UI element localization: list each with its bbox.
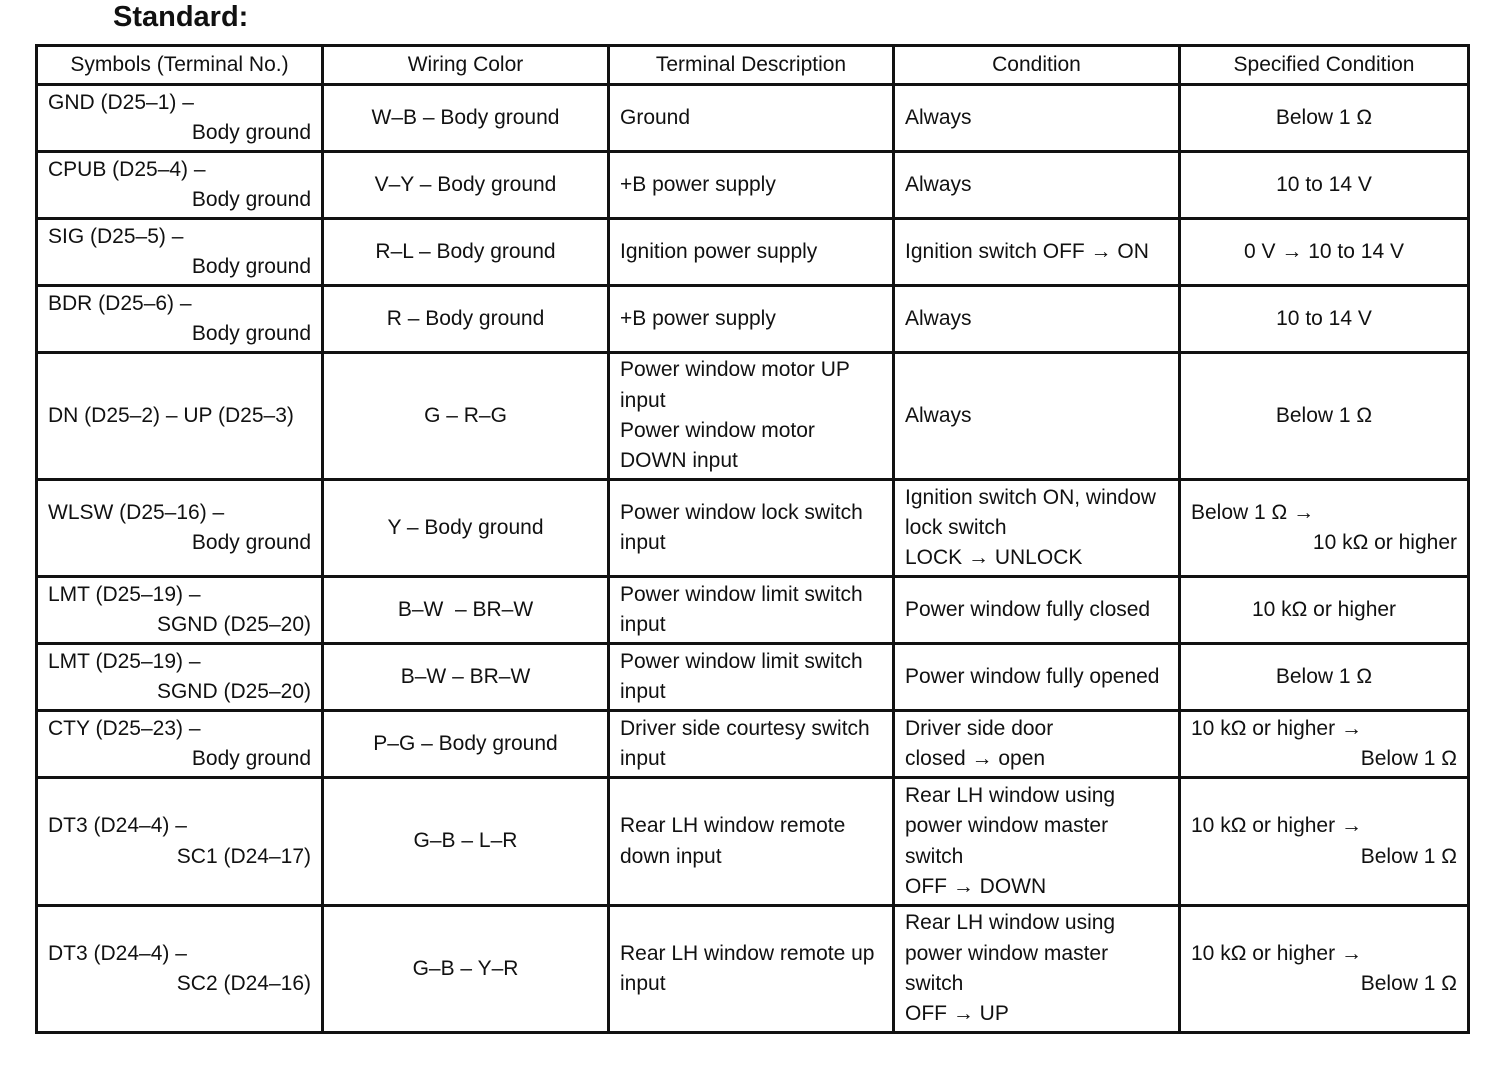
terminal-description-cell: +B power supply bbox=[609, 286, 894, 353]
wiring-color-cell: W–B – Body ground bbox=[323, 85, 609, 152]
spec-line-1: 0 V → 10 to 14 V bbox=[1244, 239, 1404, 263]
wiring-color-cell: G – R–G bbox=[323, 353, 609, 480]
terminal-description-cell: Rear LH window remote up input bbox=[609, 906, 894, 1033]
condition-cell: Always bbox=[894, 85, 1180, 152]
symbol-line-1: DT3 (D24–4) – bbox=[48, 941, 187, 965]
spec-line-2: Below 1 Ω bbox=[1360, 972, 1457, 995]
specified-condition-cell bbox=[1180, 286, 1469, 353]
wiring-color-cell: G–B – L–R bbox=[323, 778, 609, 906]
condition-cell: Always bbox=[894, 152, 1180, 219]
specified-condition-cell bbox=[1180, 644, 1469, 711]
spec-line-1: Below 1 Ω bbox=[1275, 403, 1373, 427]
condition-cell: Driver side door closed → open bbox=[894, 711, 1180, 778]
condition-cell: Always bbox=[894, 286, 1180, 353]
symbol-cell bbox=[37, 219, 323, 286]
table-row bbox=[37, 778, 1469, 906]
symbol-cell bbox=[37, 353, 323, 480]
spec-line-2: 10 kΩ or higher bbox=[1312, 531, 1457, 554]
symbol-cell bbox=[37, 152, 323, 219]
column-header-symbols: Symbols (Terminal No.) bbox=[37, 46, 323, 85]
symbol-line-1: CPUB (D25–4) – bbox=[48, 157, 206, 181]
symbol-line-1: LMT (D25–19) – bbox=[48, 649, 201, 673]
symbol-line-1: WLSW (D25–16) – bbox=[48, 500, 225, 524]
terminal-description-cell: Driver side courtesy switch input bbox=[609, 711, 894, 778]
symbol-line-1: DN (D25–2) – UP (D25–3) bbox=[48, 403, 294, 427]
spec-line-1: 10 kΩ or higher → bbox=[1191, 814, 1362, 838]
terminal-description-cell: Power window limit switch input bbox=[609, 577, 894, 644]
condition-cell: Ignition switch OFF → ON bbox=[894, 219, 1180, 286]
table-row bbox=[37, 577, 1469, 644]
symbol-line-2: Body ground bbox=[191, 531, 311, 554]
spec-line-2: Below 1 Ω bbox=[1360, 844, 1457, 868]
wiring-color-cell: V–Y – Body ground bbox=[323, 152, 609, 219]
wiring-color-cell: Y – Body ground bbox=[323, 480, 609, 577]
spec-line-1: Below 1 Ω → bbox=[1191, 500, 1315, 524]
table-row bbox=[37, 480, 1469, 577]
symbol-cell bbox=[37, 85, 323, 152]
specified-condition-cell bbox=[1180, 353, 1469, 480]
symbol-cell bbox=[37, 286, 323, 353]
symbol-line-2: Body ground bbox=[191, 747, 311, 770]
wiring-color-cell: B–W – BR–W bbox=[323, 577, 609, 644]
column-header-wiring-color: Wiring Color bbox=[323, 46, 609, 85]
symbol-line-1: LMT (D25–19) – bbox=[48, 582, 201, 606]
condition-cell: Rear LH window using power window master switch OFF → UP bbox=[894, 906, 1180, 1033]
terminal-description-cell: Rear LH window remote down input bbox=[609, 778, 894, 906]
specified-condition-cell bbox=[1180, 152, 1469, 219]
symbol-line-2: SGND (D25–20) bbox=[156, 613, 311, 636]
symbol-line-1: GND (D25–1) – bbox=[48, 90, 194, 114]
terminal-description-cell: Power window lock switch input bbox=[609, 480, 894, 577]
symbol-line-1: BDR (D25–6) – bbox=[48, 291, 192, 315]
symbol-line-1: DT3 (D24–4) – bbox=[48, 814, 187, 838]
symbol-cell bbox=[37, 906, 323, 1033]
symbol-line-2: Body ground bbox=[191, 255, 311, 278]
spec-line-1: 10 to 14 V bbox=[1276, 172, 1372, 196]
terminal-description-cell: Power window motor UP input Power window motor DOWN input bbox=[609, 353, 894, 480]
specified-condition-cell bbox=[1180, 778, 1469, 906]
table-row bbox=[37, 906, 1469, 1033]
column-header-specified-condition: Specified Condition bbox=[1180, 46, 1469, 85]
symbol-line-2: SC2 (D24–16) bbox=[176, 972, 311, 995]
spec-line-1: Below 1 Ω bbox=[1275, 105, 1373, 129]
wiring-color-cell: P–G – Body ground bbox=[323, 711, 609, 778]
column-header-terminal-description: Terminal Description bbox=[609, 46, 894, 85]
symbol-line-2: Body ground bbox=[191, 188, 311, 211]
condition-cell: Power window fully closed bbox=[894, 577, 1180, 644]
wiring-color-cell: R–L – Body ground bbox=[323, 219, 609, 286]
symbol-line-1: CTY (D25–23) – bbox=[48, 716, 201, 740]
symbol-line-2: Body ground bbox=[191, 322, 311, 345]
symbol-cell bbox=[37, 644, 323, 711]
wiring-color-cell: G–B – Y–R bbox=[323, 906, 609, 1033]
symbol-line-2: Body ground bbox=[191, 121, 311, 144]
symbol-line-2: SGND (D25–20) bbox=[156, 680, 311, 703]
table-row bbox=[37, 219, 1469, 286]
terminal-description-cell: Power window limit switch input bbox=[609, 644, 894, 711]
symbol-cell bbox=[37, 711, 323, 778]
specified-condition-cell bbox=[1180, 219, 1469, 286]
condition-cell: Rear LH window using power window master switch OFF → DOWN bbox=[894, 778, 1180, 906]
spec-line-1: 10 kΩ or higher → bbox=[1191, 716, 1362, 740]
symbol-cell bbox=[37, 778, 323, 906]
wiring-color-cell: B–W – BR–W bbox=[323, 644, 609, 711]
specified-condition-cell bbox=[1180, 577, 1469, 644]
column-header-condition: Condition bbox=[894, 46, 1180, 85]
condition-cell: Power window fully opened bbox=[894, 644, 1180, 711]
spec-line-1: 10 to 14 V bbox=[1276, 306, 1372, 330]
symbol-cell bbox=[37, 480, 323, 577]
specified-condition-cell bbox=[1180, 85, 1469, 152]
table-row bbox=[37, 644, 1469, 711]
terminal-description-cell: Ground bbox=[609, 85, 894, 152]
terminal-description-cell: Ignition power supply bbox=[609, 219, 894, 286]
page-title: Standard: bbox=[113, 1, 249, 33]
specified-condition-cell bbox=[1180, 480, 1469, 577]
table-row bbox=[37, 152, 1469, 219]
table-row bbox=[37, 85, 1469, 152]
table-row bbox=[37, 286, 1469, 353]
table-header-row bbox=[37, 46, 1469, 85]
symbol-line-1: SIG (D25–5) – bbox=[48, 224, 184, 248]
spec-line-2: Below 1 Ω bbox=[1360, 747, 1457, 770]
table-row bbox=[37, 711, 1469, 778]
spec-line-1: Below 1 Ω bbox=[1275, 664, 1373, 688]
wiring-color-cell: R – Body ground bbox=[323, 286, 609, 353]
terminal-spec-table bbox=[35, 44, 1470, 1034]
specified-condition-cell bbox=[1180, 711, 1469, 778]
spec-line-1: 10 kΩ or higher bbox=[1251, 597, 1397, 621]
symbol-line-2: SC1 (D24–17) bbox=[176, 844, 311, 868]
condition-cell: Always bbox=[894, 353, 1180, 480]
spec-line-1: 10 kΩ or higher → bbox=[1191, 941, 1362, 965]
terminal-description-cell: +B power supply bbox=[609, 152, 894, 219]
specified-condition-cell bbox=[1180, 906, 1469, 1033]
condition-cell: Ignition switch ON, window lock switch LOCK → UNLOCK bbox=[894, 480, 1180, 577]
table-row bbox=[37, 353, 1469, 480]
symbol-cell bbox=[37, 577, 323, 644]
